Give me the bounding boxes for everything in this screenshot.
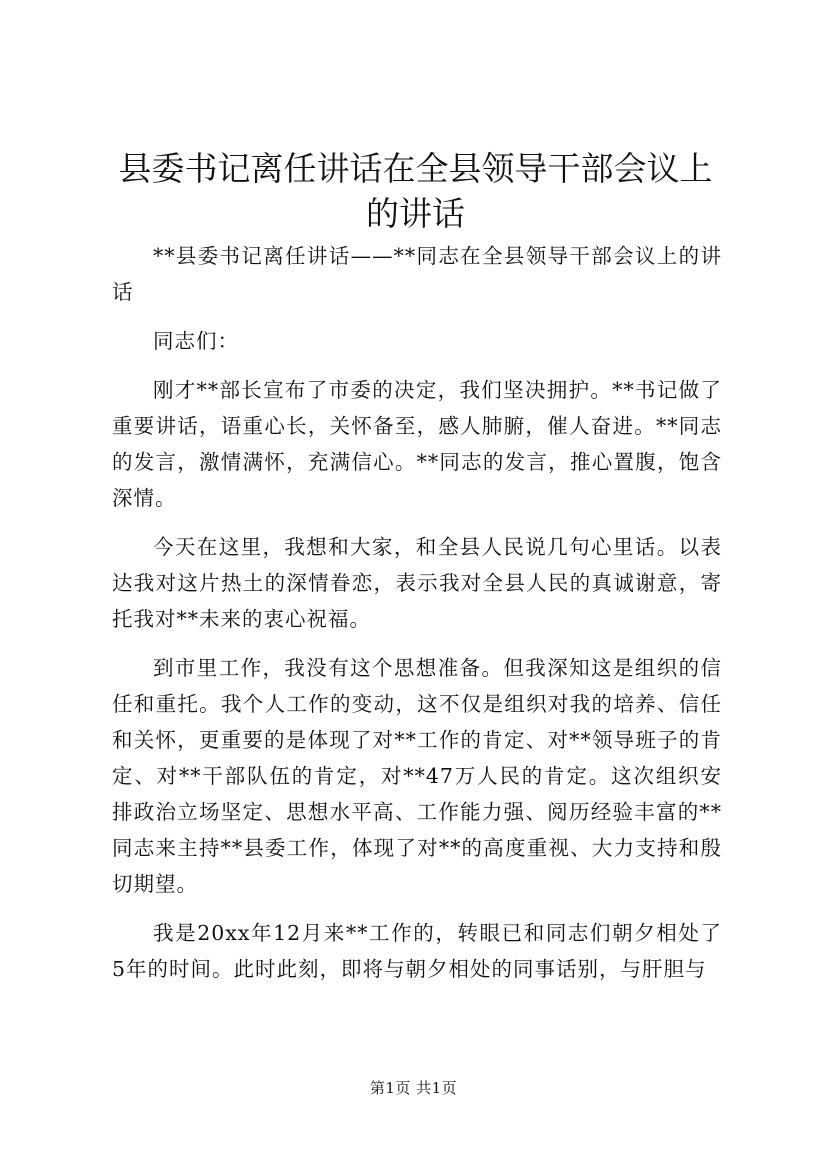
document-title: 县委书记离任讲话在全县领导干部会议上的讲话 bbox=[118, 149, 713, 233]
salutation-paragraph: 同志们： bbox=[153, 329, 239, 353]
body-paragraph: 刚才**部长宣布了市委的决定，我们坚决拥护。**书记做了重要讲话，语重心长，关怀备至，感人肺腑，催人奋进。**同志的发言，激情满怀，充满信心。**同志的发言，推心置腹，饱含深情。 bbox=[112, 378, 722, 510]
page-number-footer: 第1页 共1页 bbox=[369, 1079, 458, 1097]
subtitle-paragraph: **县委书记离任讲话——**同志在全县领导干部会议上的讲话 bbox=[112, 244, 722, 304]
document-body bbox=[112, 238, 722, 1000]
body-paragraph: 我是20xx年12月来**工作的，转眼已和同志们朝夕相处了5年的时间。此时此刻，即将与朝夕相处的同事话别，与肝胆与 bbox=[112, 921, 722, 981]
body-paragraph: 今天在这里，我想和大家，和全县人民说几句心里话。以表达我对这片热土的深情眷恋，表示我对全县人民的真诚谢意，寄托我对**未来的衷心祝福。 bbox=[112, 535, 722, 631]
body-paragraph: 到市里工作，我没有这个思想准备。但我深知这是组织的信任和重托。我个人工作的变动，这不仅是组织对我的培养、信任和关怀，更重要的是体现了对**工作的肯定、对**领导班子的肯定、对**干部队伍的肯定，对**47万人民的肯定。这次组织安排政治立场坚定、思想水平高、工作能力强、阅历经验丰富的**同志来主持**县委工作，体现了对**的高度重视、大力支持和殷切期望。 bbox=[112, 656, 722, 896]
